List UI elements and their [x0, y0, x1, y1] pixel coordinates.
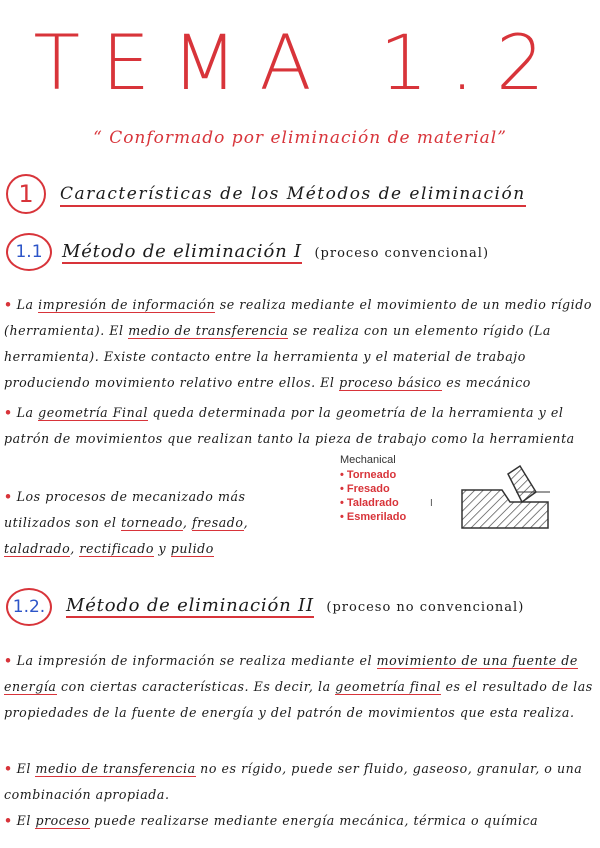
underlined-term: geometría final [335, 679, 441, 694]
section-1-2-heading [66, 595, 524, 616]
underlined-term: torneado [121, 515, 183, 530]
mechanical-title: Mechanical [340, 454, 396, 466]
section-1-1-paragraph-3: • Los procesos de mecanizado más utilizados son el torneado, fresado, taladrado, rectificado y pulido [4, 489, 249, 556]
section-1-heading-text: Características de los Métodos de eliminación [60, 184, 526, 207]
cutting-tool-diagram [460, 462, 560, 532]
underlined-term: taladrado [4, 541, 71, 556]
section-1-heading [60, 184, 526, 204]
page-title: TEMA 1.2 [33, 18, 567, 107]
underlined-term: impresión de información [38, 297, 216, 312]
bullet-dot: • [4, 489, 13, 504]
section-1-2-number: 1.2. [6, 588, 52, 626]
section-1-2-paragraph-2: • El medio de transferencia no es rígido, puede ser fluido, gaseoso, granular, o una combinación apropiada. [4, 761, 583, 802]
section-1-2-heading-text: Método de eliminación II [66, 595, 314, 616]
page-subtitle: “ Conformado por eliminación de material” [93, 128, 507, 148]
underlined-term: proceso básico [339, 375, 442, 390]
underlined-term: medio de transferencia [128, 323, 289, 338]
section-1-1-heading-text: Método de eliminación I [62, 241, 302, 262]
section-1-1-number: 1.1 [6, 233, 52, 271]
underlined-term: geometría Final [38, 405, 148, 420]
underlined-term: medio de transferencia [35, 761, 196, 776]
section-1-2-heading-paren: (proceso no convencional) [326, 600, 525, 615]
underlined-term: rectificado [79, 541, 154, 556]
mechanical-item: • Taladrado [340, 496, 590, 510]
section-1-2-paragraph-3: • El proceso puede realizarse mediante energía mecánica, térmica o química [4, 813, 539, 828]
mechanical-marker: I [430, 498, 433, 509]
section-1-1-paragraph-2: • La geometría Final queda determinada por la geometría de la herramienta y el patrón de movimientos que realizan tanto la pieza de trabajo como la herramienta [4, 405, 575, 446]
tool-shape [508, 466, 536, 502]
section-1-number: 1 [6, 174, 46, 214]
underlined-term: pulido [170, 541, 214, 556]
mechanical-item: • Esmerilado [340, 510, 590, 524]
underlined-term: fresado [191, 515, 244, 530]
section-1-1-heading-paren: (proceso convencional) [314, 246, 490, 261]
underlined-term: proceso [35, 813, 90, 828]
bullet-dot: • [4, 297, 13, 312]
mechanical-item: • Fresado [340, 482, 590, 496]
bullet-dot: • [4, 813, 13, 828]
underlined-term: movimiento de una fuente de energía [4, 653, 578, 694]
bullet-dot: • [4, 761, 13, 776]
section-1-2-paragraph-1: • La impresión de información se realiza mediante el movimiento de una fuente de energía con ciertas características. Es decir, la geometría final es el resultado de las propiedades de la fuente de energía y del patrón de movimientos que esta realiza. [4, 653, 593, 720]
workpiece-shape [462, 490, 548, 528]
section-1-1-paragraph-1: • La impresión de información se realiza mediante el movimiento de un medio rígido (herramienta). El medio de transferencia se realiza con un elemento rígido (La herramienta). Existe contacto entre la herramienta y el material de trabajo produciendo movimiento relativo entre ellos. El proceso básico es mecánico [4, 297, 592, 390]
mechanical-item: • Torneado [340, 468, 590, 482]
bullet-dot: • [4, 405, 13, 420]
bullet-dot: • [4, 653, 13, 668]
section-1-1-heading [62, 241, 489, 262]
